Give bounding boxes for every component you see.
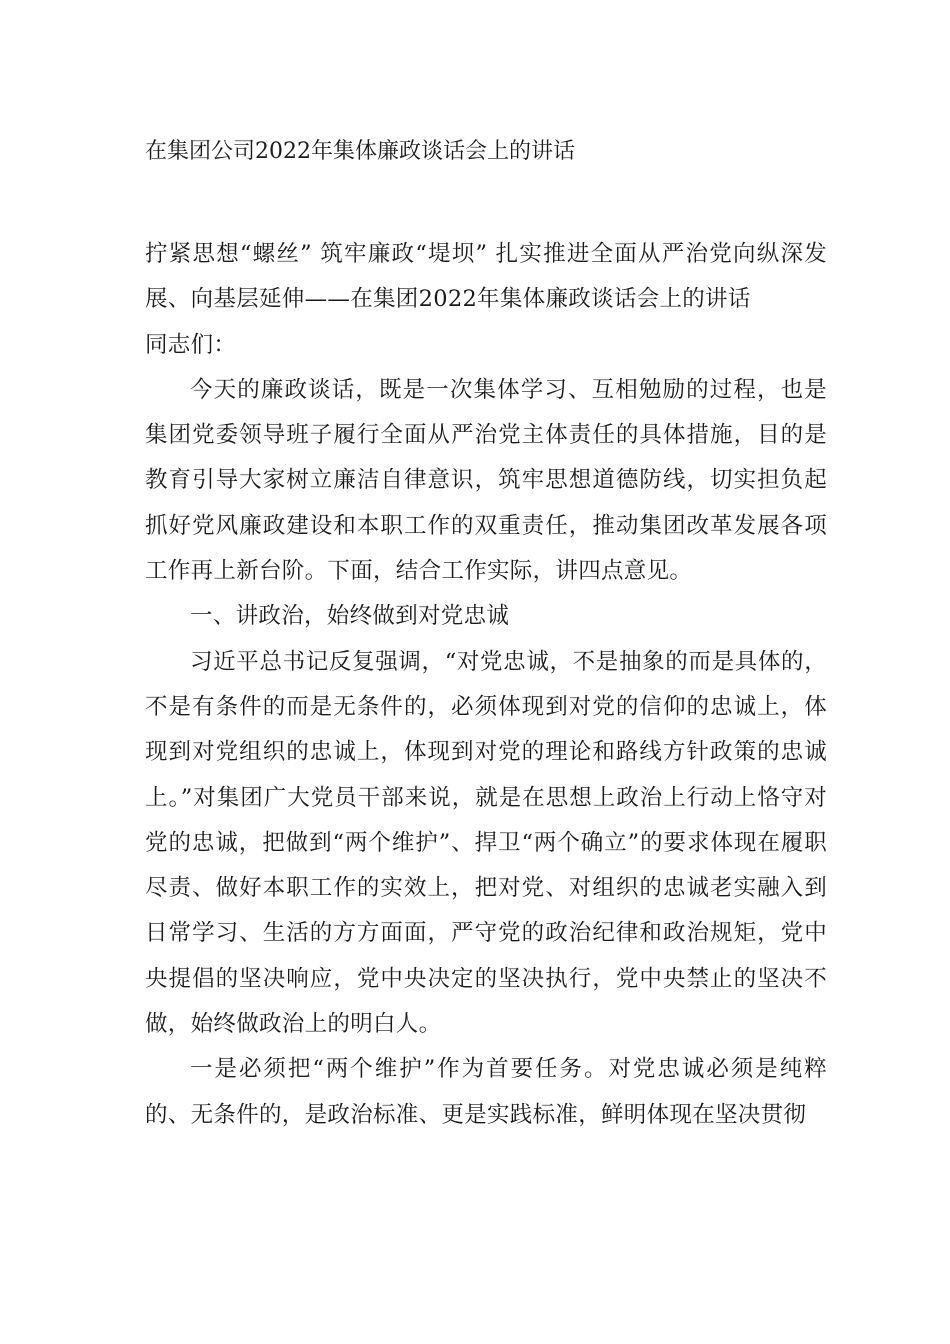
paragraph-loyalty: 习近平总书记反复强调，“对党忠诚，不是抽象的而是具体的，不是有条件的而是无条件的，必须体现到对党的信仰的忠诚上，体现到对党组织的忠诚上，体现到对党的理论和路线方针政策的忠诚上。”对集团广大党员干部来说，就是在思想上政治上行动上恪守对党的忠诚，把做到“两个维护”、捍卫“两个确立”的要求体现在履职尽责、做好本职工作的实效上，把对党、对组织的忠诚老实融入到日常学习、生活的方方面面，严守党的政治纪律和政治规矩，党中央提倡的坚决响应，党中央决定的坚决执行，党中央禁止的坚决不做，始终做政治上的明白人。 [145, 648, 827, 1038]
document-body [145, 232, 827, 1138]
section-heading-1: 一、讲政治，始终做到对党忠诚 [190, 603, 510, 630]
document-title: 在集团公司2022年集体廉政谈话会上的讲话 [145, 139, 575, 164]
paragraph-two-safeguards: 一是必须把“两个维护”作为首要任务。对党忠诚必须是纯粹的、无条件的，是政治标准、更是实践标准，鲜明体现在坚决贯彻 [145, 1056, 827, 1128]
document-subtitle: 拧紧思想“螺丝” 筑牢廉政“堤坝” 扎实推进全面从严治党向纵深发展、向基层延伸——在集团2022年集体廉政谈话会上的讲话 [145, 241, 827, 313]
salutation: 同志们： [145, 331, 237, 358]
paragraph-intro: 今天的廉政谈话，既是一次集体学习、互相勉励的过程，也是集团党委领导班子履行全面从严治党主体责任的具体措施，目的是教育引导大家树立廉洁自律意识，筑牢思想道德防线，切实担负起抓好党风廉政建设和本职工作的双重责任，推动集团改革发展各项工作再上新台阶。下面，结合工作实际，讲四点意见。 [145, 376, 827, 585]
